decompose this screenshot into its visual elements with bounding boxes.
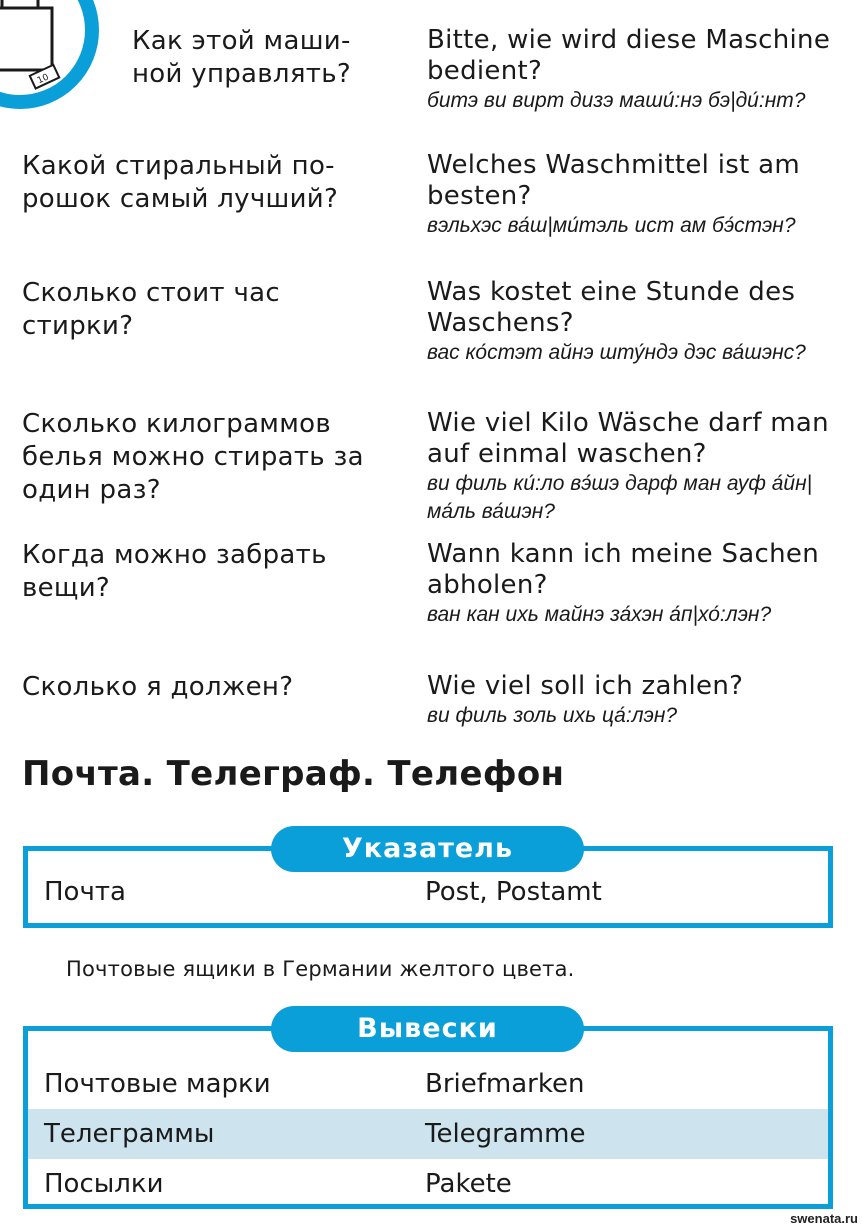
cell-ru: Телеграммы [44, 1119, 215, 1149]
table-row [28, 1109, 828, 1159]
phrase-ru: Сколько я должен? [22, 672, 294, 702]
phrase-de-block [427, 671, 847, 730]
phrase-transcription: ван кан ихь майнэ за́хэн а́п|хо́:лэн? [427, 603, 772, 626]
phrase-de-block [427, 408, 847, 526]
cell-ru: Почта [44, 877, 126, 907]
phrase-transcription: вас ко́стэт айнэ шту́ндэ дэс ва́шэнс? [427, 341, 806, 364]
phrase-de: Wie viel Kilo Wäsche darf man auf einmal waschen? [427, 408, 829, 469]
phrase-de: Bitte, wie wird diese Maschine bedient? [427, 25, 831, 86]
signs-box-title: Вывески [271, 1006, 584, 1052]
phrase-de: Wie viel soll ich zahlen? [427, 671, 744, 701]
cell-de: Post, Postamt [425, 877, 602, 907]
phrase-de-block [427, 277, 847, 367]
cell-de: Pakete [425, 1169, 512, 1199]
bag-with-money-icon [0, 0, 100, 120]
cell-de: Telegramme [425, 1119, 586, 1149]
cell-de: Briefmarken [425, 1069, 585, 1099]
phrase-ru: Сколько стоит час стирки? [22, 278, 280, 341]
table-row [28, 1159, 828, 1209]
phrase-de-block [427, 539, 847, 629]
phrase-transcription: ви филь золь ихь ца́:лэн? [427, 704, 678, 727]
phrase-de-block [427, 150, 847, 240]
note-text: Почтовые ящики в Германии желтого цвета. [66, 957, 575, 981]
pointer-box-title: Указатель [271, 826, 584, 872]
table-row [28, 867, 828, 917]
phrase-ru: Как этой маши- ной управлять? [132, 26, 351, 89]
phrase-de: Was kostet eine Stunde des Waschens? [427, 277, 796, 338]
phrase-ru: Какой стиральный по- рошок самый лучший? [22, 151, 339, 214]
svg-text:10: 10 [35, 72, 51, 87]
phrase-transcription: ви филь ки́:ло вэ́шэ дарф ман ауф а́йн|ма́ль ва́шэн? [427, 472, 813, 523]
section-title: Почта. Телеграф. Телефон [22, 754, 565, 794]
phrase-transcription: битэ ви вирт дизэ маши́:нэ бэ|ди́:нт? [427, 89, 806, 112]
table-row [28, 1059, 828, 1109]
cell-ru: Посылки [44, 1169, 164, 1199]
phrase-de-block [427, 25, 847, 115]
signs-box [23, 1026, 833, 1209]
phrase-ru: Когда можно забрать вещи? [22, 540, 327, 603]
phrase-ru: Сколько килограммов белья можно стирать за один раз? [22, 409, 364, 505]
phrase-de: Welches Waschmittel ist am besten? [427, 150, 800, 211]
cell-ru: Почтовые марки [44, 1069, 271, 1099]
phrase-de: Wann kann ich meine Sachen abholen? [427, 539, 819, 600]
phrase-transcription: вэльхэс ва́ш|ми́тэль ист ам бэ́стэн? [427, 214, 796, 237]
watermark: swenata.ru [790, 1211, 858, 1226]
